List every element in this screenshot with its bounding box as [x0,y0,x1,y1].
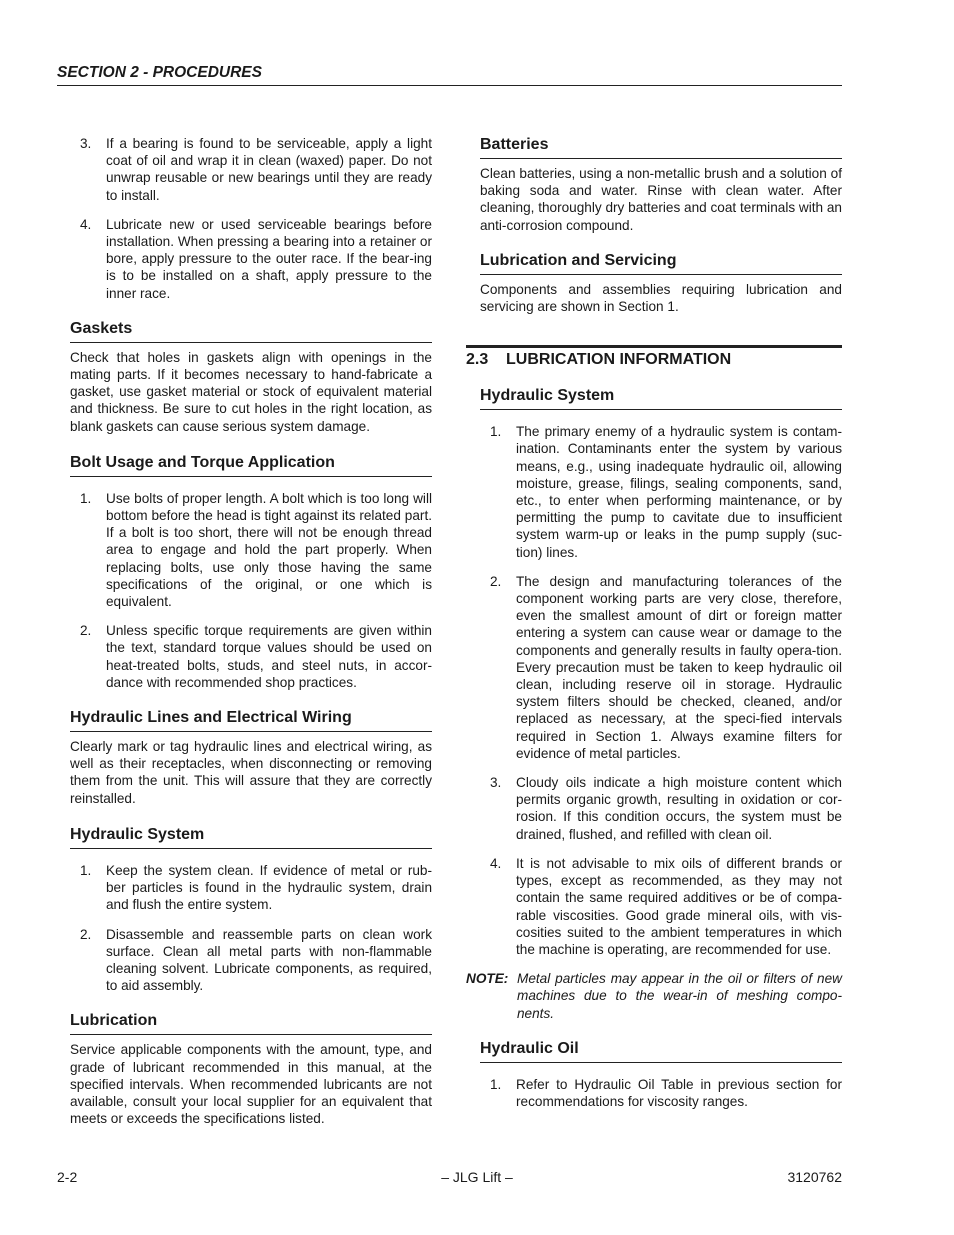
list-item [480,573,842,762]
list-item-text: It is not advisable to mix oils of different brands or types, except as recommended, as they may not contain the same required additives or be of compa-rable viscosities. Good grade mineral oils, with vis-cosities suited to the ambient temperatures in which the machine is operating, are recommended for use. [516,855,842,957]
list-item-text: Cloudy oils indicate a high moisture content which permits organic growth, resulting in oxidation or cor-rosion. If this condition occurs, the system must be drained, flushed, and refilled with clean oil. [516,775,842,842]
list-item [480,423,842,561]
batteries-text: Clean batteries, using a non-metallic brush and a solution of baking soda and water. Rinse with clean water. After cleaning, thoroughly dry batteries and coat terminals with an anti-corrosion compound. [480,166,842,233]
list-item-number: 2. [80,926,92,942]
note-block [466,970,842,1022]
gaskets-heading: Gaskets [70,319,432,343]
lubrication-text: Service applicable components with the amount, type, and grade of lubricant recommended in this manual, at the specified intervals. When recommended lubricants are not available, consult your local supplier for an equivalent that meets or exceeds the specifications listed. [70,1042,432,1127]
hydraulic-system-list-left [70,862,432,994]
footer-doc-number: 3120762 [787,1169,842,1185]
lube-servicing-heading: Lubrication and Servicing [480,251,842,275]
footer-brand: – JLG Lift – [441,1169,513,1185]
list-item [70,490,432,610]
hydraulic-system-heading-right: Hydraulic System [480,386,842,410]
batteries-heading: Batteries [480,135,842,159]
section-number: 2.3 [466,351,489,369]
gaskets-text: Check that holes in gaskets align with openings in the mating parts. If it becomes necessary to hand-fabricate a gasket, use gasket material or stock of equivalent material and thickness. Be sure to cut holes in the right location, as blank gaskets can cause serious system damage. [70,349,432,434]
list-item [70,622,432,691]
note-label: NOTE: [466,971,509,987]
right-main-block [466,386,842,958]
list-item-number: 3. [490,775,502,791]
list-item-number: 1. [490,424,502,440]
list-item [70,135,432,204]
list-item-text: If a bearing is found to be serviceable, apply a light coat of oil and wrap it in clean (waxed) paper. Do not unwrap reusable or new bearings until they are ready to install. [106,136,432,203]
bolt-usage-heading: Bolt Usage and Torque Application [70,453,432,477]
list-item-text: Lubricate new or used serviceable bearings before installation. When pressing a bearing into a retainer or bore, apply pressure to the outer race. If the bear-ing is to be installed on a shaft, apply pressure to the inner race. [106,216,432,301]
list-item-text: Refer to Hydraulic Oil Table in previous section for recommendations for viscosity ranges. [516,1076,842,1109]
list-item-number: 3. [80,136,92,151]
hydraulic-oil-heading: Hydraulic Oil [480,1039,842,1063]
right-column [466,135,842,1110]
list-item-number: 2. [80,623,92,639]
right-bottom-block [466,1039,842,1110]
list-item-text: Unless specific torque requirements are given within the text, standard torque values should be used on heat-treated bolts, studs, and steel nuts, in accor-dance with recommended shop practices. [106,623,432,690]
hydraulic-lines-text: Clearly mark or tag hydraulic lines and electrical wiring, as well as their receptacles, when disconnecting or removing them from the unit. This will assure that they are correctly reinstalled. [70,739,432,806]
list-item [70,862,432,914]
list-item-number: 1. [80,490,92,506]
section-heading [466,345,842,370]
list-item [480,1076,842,1110]
left-column [70,135,432,1127]
hydraulic-system-heading-left: Hydraulic System [70,825,432,849]
list-item-number: 4. [490,855,502,871]
list-item [480,774,842,843]
list-item-text: The design and manufacturing tolerances of the component working parts are very close, therefore, even the smallest amount of dirt or foreign matter entering a system can cause wear or damage to the components and generally results in faulty opera-tion. Every precaution must be taken to keep hydraulic oil clean, including reserve oil in storage. Hydraulic system filters should be checked, cleaned, and/or replaced as necessary, at the speci-fied intervals required in Section 1. Always examine filters for evidence of metal particles. [516,573,842,761]
list-item-text: Disassemble and reassemble parts on clean work surface. Clean all metal parts with non-flammable cleaning solvent. Lubricate components, as required, to aid assembly. [106,926,432,994]
list-item-number: 2. [490,573,502,589]
list-item-number: 1. [490,1076,502,1092]
bolt-usage-list [70,490,432,691]
list-item-text: Use bolts of proper length. A bolt which is too long will bottom before the head is tight against its related part. If a bolt is too short, there will not be enough thread area to engage and hold the part properly. When replacing bolts, use only those having the same specifications of the original, or one which is equivalent. [106,490,432,610]
right-top-block [466,135,842,315]
section-header: SECTION 2 - PROCEDURES [57,64,842,86]
footer-page-number: 2-2 [57,1169,78,1185]
list-item-number: 4. [80,216,92,232]
hydraulic-system-list-right [480,423,842,958]
hydraulic-lines-heading: Hydraulic Lines and Electrical Wiring [70,708,432,732]
lube-servicing-text: Components and assemblies requiring lubrication and servicing are shown in Section 1. [480,281,842,315]
list-item-text: Keep the system clean. If evidence of metal or rub-ber particles is found in the hydraulic system, drain and flush the entire system. [106,862,432,913]
hydraulic-oil-list [480,1076,842,1110]
bearing-list [70,135,432,302]
list-item [70,926,432,995]
lubrication-heading: Lubrication [70,1011,432,1035]
note-text: Metal particles may appear in the oil or filters of new machines due to the wear-in of meshing compo-nents. [517,971,842,1021]
section-title: LUBRICATION INFORMATION [506,351,732,369]
list-item [70,216,432,302]
list-item-text: The primary enemy of a hydraulic system is contam-ination. Contaminants enter the system by various means, e.g., using inadequate hydraulic oil, allowing moisture, grease, filings, sealing components, sand, etc., to enter when performing maintenance, or by permitting the pump to cavitate due to insufficient system warm-up or leaks in the pump supply (suc-tion) lines. [516,424,842,560]
list-item-number: 1. [80,862,92,878]
list-item [480,855,842,958]
